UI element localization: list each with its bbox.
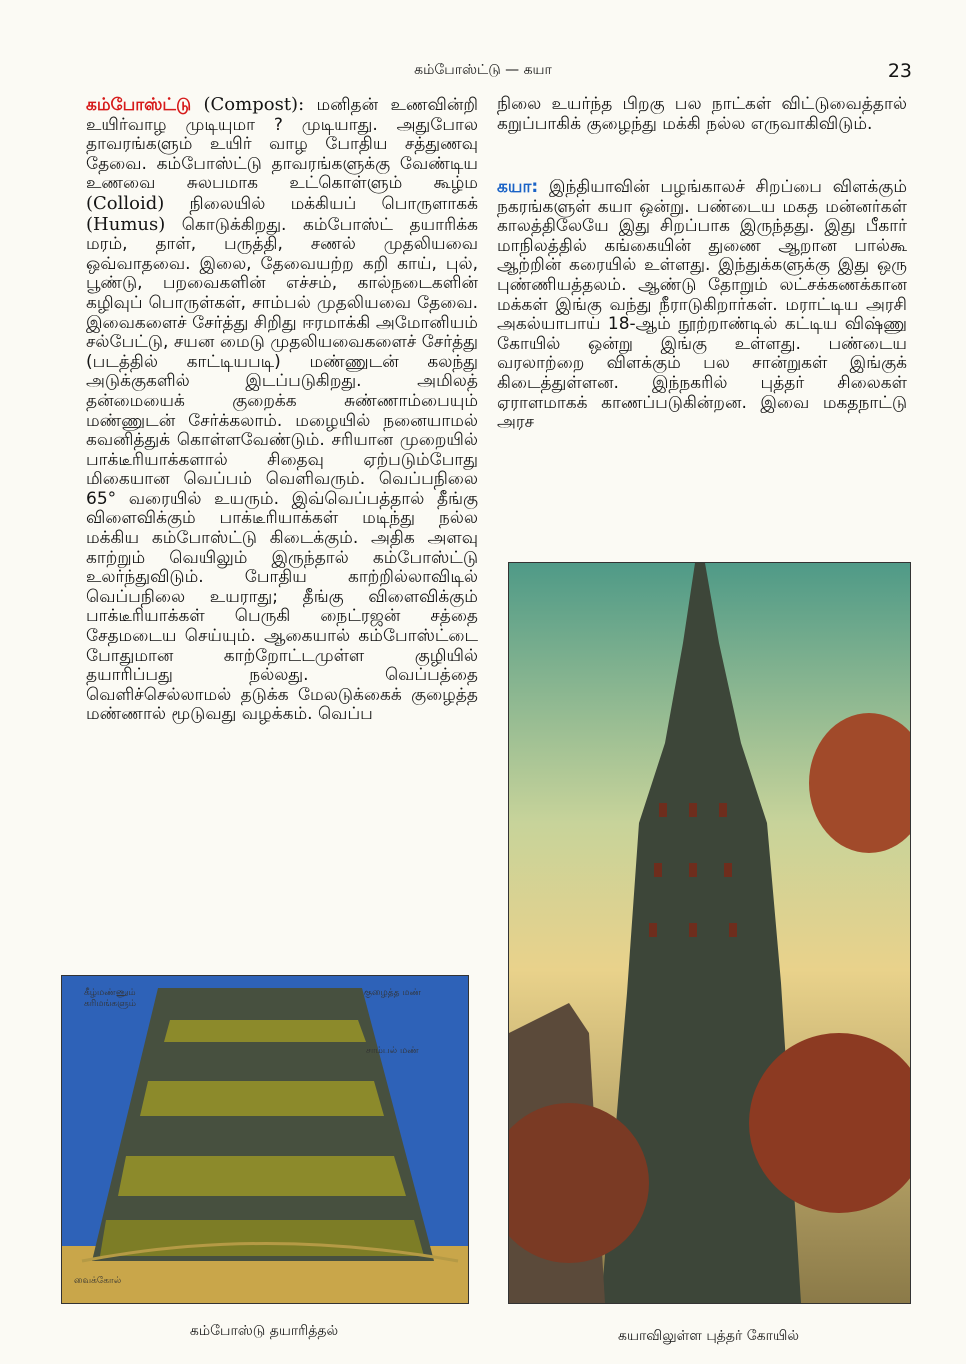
compost-body-2: நிலையில் மக்கியப் பொருளாகக் <box>189 193 479 214</box>
colloid-term: (Colloid) <box>86 192 165 214</box>
label-subsoil: கீழ்மண்ணும் கரிமங்களும் <box>84 988 136 1009</box>
running-head: கம்போஸ்ட்டு — கயா <box>414 62 552 78</box>
humus-term: (Humus) <box>86 213 166 235</box>
compost-continued-text: நிலை உயர்ந்த பிறகு பல நாட்கள் விட்டுவைத்தால் கறுப்பாகிக் குழைந்து மக்கி நல்ல எருவாகிவிடும். <box>497 94 907 134</box>
temple-caption: கயாவிலுள்ள புத்தர் கோயில் <box>618 1328 799 1344</box>
gaya-article <box>497 178 907 433</box>
label-moist-soil: குழைத்த மண் <box>364 988 421 998</box>
gaya-paragraph <box>497 178 907 433</box>
label-ash-soil: சாம்பல் மண் <box>366 1046 419 1056</box>
compost-heap-illustration <box>62 976 468 1303</box>
temple-illustration <box>509 563 910 1303</box>
compost-heading: கம்போஸ்ட்டு <box>86 95 192 115</box>
compost-figure <box>61 975 469 1304</box>
page-number: 23 <box>887 60 912 82</box>
compost-paragraph <box>86 95 478 725</box>
compost-article <box>86 95 478 725</box>
temple-figure <box>508 562 911 1304</box>
compost-continuation <box>497 95 907 134</box>
compost-body-1: மனிதன் உணவின்றி உயிர்வாழ முடியுமா ? முடியாது. அதுபோல தாவரங்களும் உயிர் வாழ போதிய சத்துணவு தேவை. கம்போஸ்ட்டு தாவரங்களுக்கு வேண்டிய உணவை சுலபமாக உட்கொள்ளும் கூழ்ம <box>86 95 478 194</box>
gaya-heading: கயா: <box>497 177 539 197</box>
label-straw: வைக்கோல் <box>74 1276 122 1286</box>
gaya-body: இந்தியாவின் பழங்காலச் சிறப்பை விளக்கும் நகரங்களுள் கயா ஒன்று. பண்டைய மகத மன்னர்கள் காலத்திலேயே இது சிறப்பாக இருந்தது. இது பீகார் மாநிலத்தில் கங்கையின் துணை ஆறான பால்கூ ஆற்றின் கரையில் உள்ளது. இந்துக்களுக்கு இது ஒரு புண்ணியத்தலம். ஆண்டு தோறும் லட்சக்கணக்கான மக்கள் இங்கு வந்து நீராடுகிறார்கள். மராட்டிய அரசி அகல்யாபாய் 18-ஆம் நூற்றாண்டில் கட்டிய விஷ்ணு கோயில் ஒன்று இங்கு உள்ளது. பண்டைய வரலாற்றை விளக்கும் பல சான்றுகள் இங்குக் கிடைத்துள்ளன. இந்நகரில் புத்தர் சிலைகள் ஏராளமாகக் காணப்படுகின்றன. இவை மகதநாட்டு அரச <box>497 177 907 433</box>
compost-english: (Compost): <box>203 94 305 115</box>
compost-body-3: கொடுக்கிறது. கம்போஸ்ட் தயாரிக்க மரம், தாள், பருத்தி, சணல் முதலியவை ஒவ்வாதவை. இலை, தேவையற்ற கறி காய், புல், பூண்டு, பறவைகளின் எச்சம், கால்நடைகளின் கழிவுப் பொருள்கள், சாம்பல் முதலியவை தேவை. இவைகளைச் சேர்த்து சிறிது ஈரமாக்கி அமோனியம் சல்பேட்டு, சயன மைடு முதலியவைகளைச் சேர்த்து (படத்தில் காட்டியபடி) மண்ணுடன் கலந்து அடுக்குகளில் இடப்படுகிறது. அமிலத் தன்மையைக் குறைக்க சுண்ணாம்பையும் மண்ணுடன் சேர்க்கலாம். மழையில் நனையாமல் கவனித்துக் கொள்ளவேண்டும். சரியான முறையில் பாக்டீரியாக்களால் சிதைவு ஏற்படும்போது மிகையான வெப்பம் வெளிவரும். வெப்பநிலை 65° வரையில் உயரும். இவ்வெப்பத்தால் தீங்கு விளைவிக்கும் பாக்டீரியாக்கள் மடிந்து நல்ல மக்கிய கம்போஸ்ட்டு கிடைக்கும். அதிக அளவு காற்றும் வெயிலும் இருந்தால் கம்போஸ்ட்டு உலர்ந்துவிடும். போதிய காற்றில்லாவிடில் வெப்பநிலை உயராது; தீங்கு விளைவிக்கும் பாக்டீரியாக்கள் பெருகி நைட்ரஜன் சத்தை சேதமடைய செய்யும். ஆகையால் கம்போஸ்ட்டை போதுமான காற்றோட்டமுள்ள குழியில் தயாரிப்பது நல்லது. வெப்பத்தை வெளிச்செல்லாமல் தடுக்க மேலடுக்கைக் குழைத்த மண்ணால் மூடுவது வழக்கம். வெப்ப <box>86 214 479 725</box>
compost-caption: கம்போஸ்டு தயாரித்தல் <box>189 1323 339 1339</box>
